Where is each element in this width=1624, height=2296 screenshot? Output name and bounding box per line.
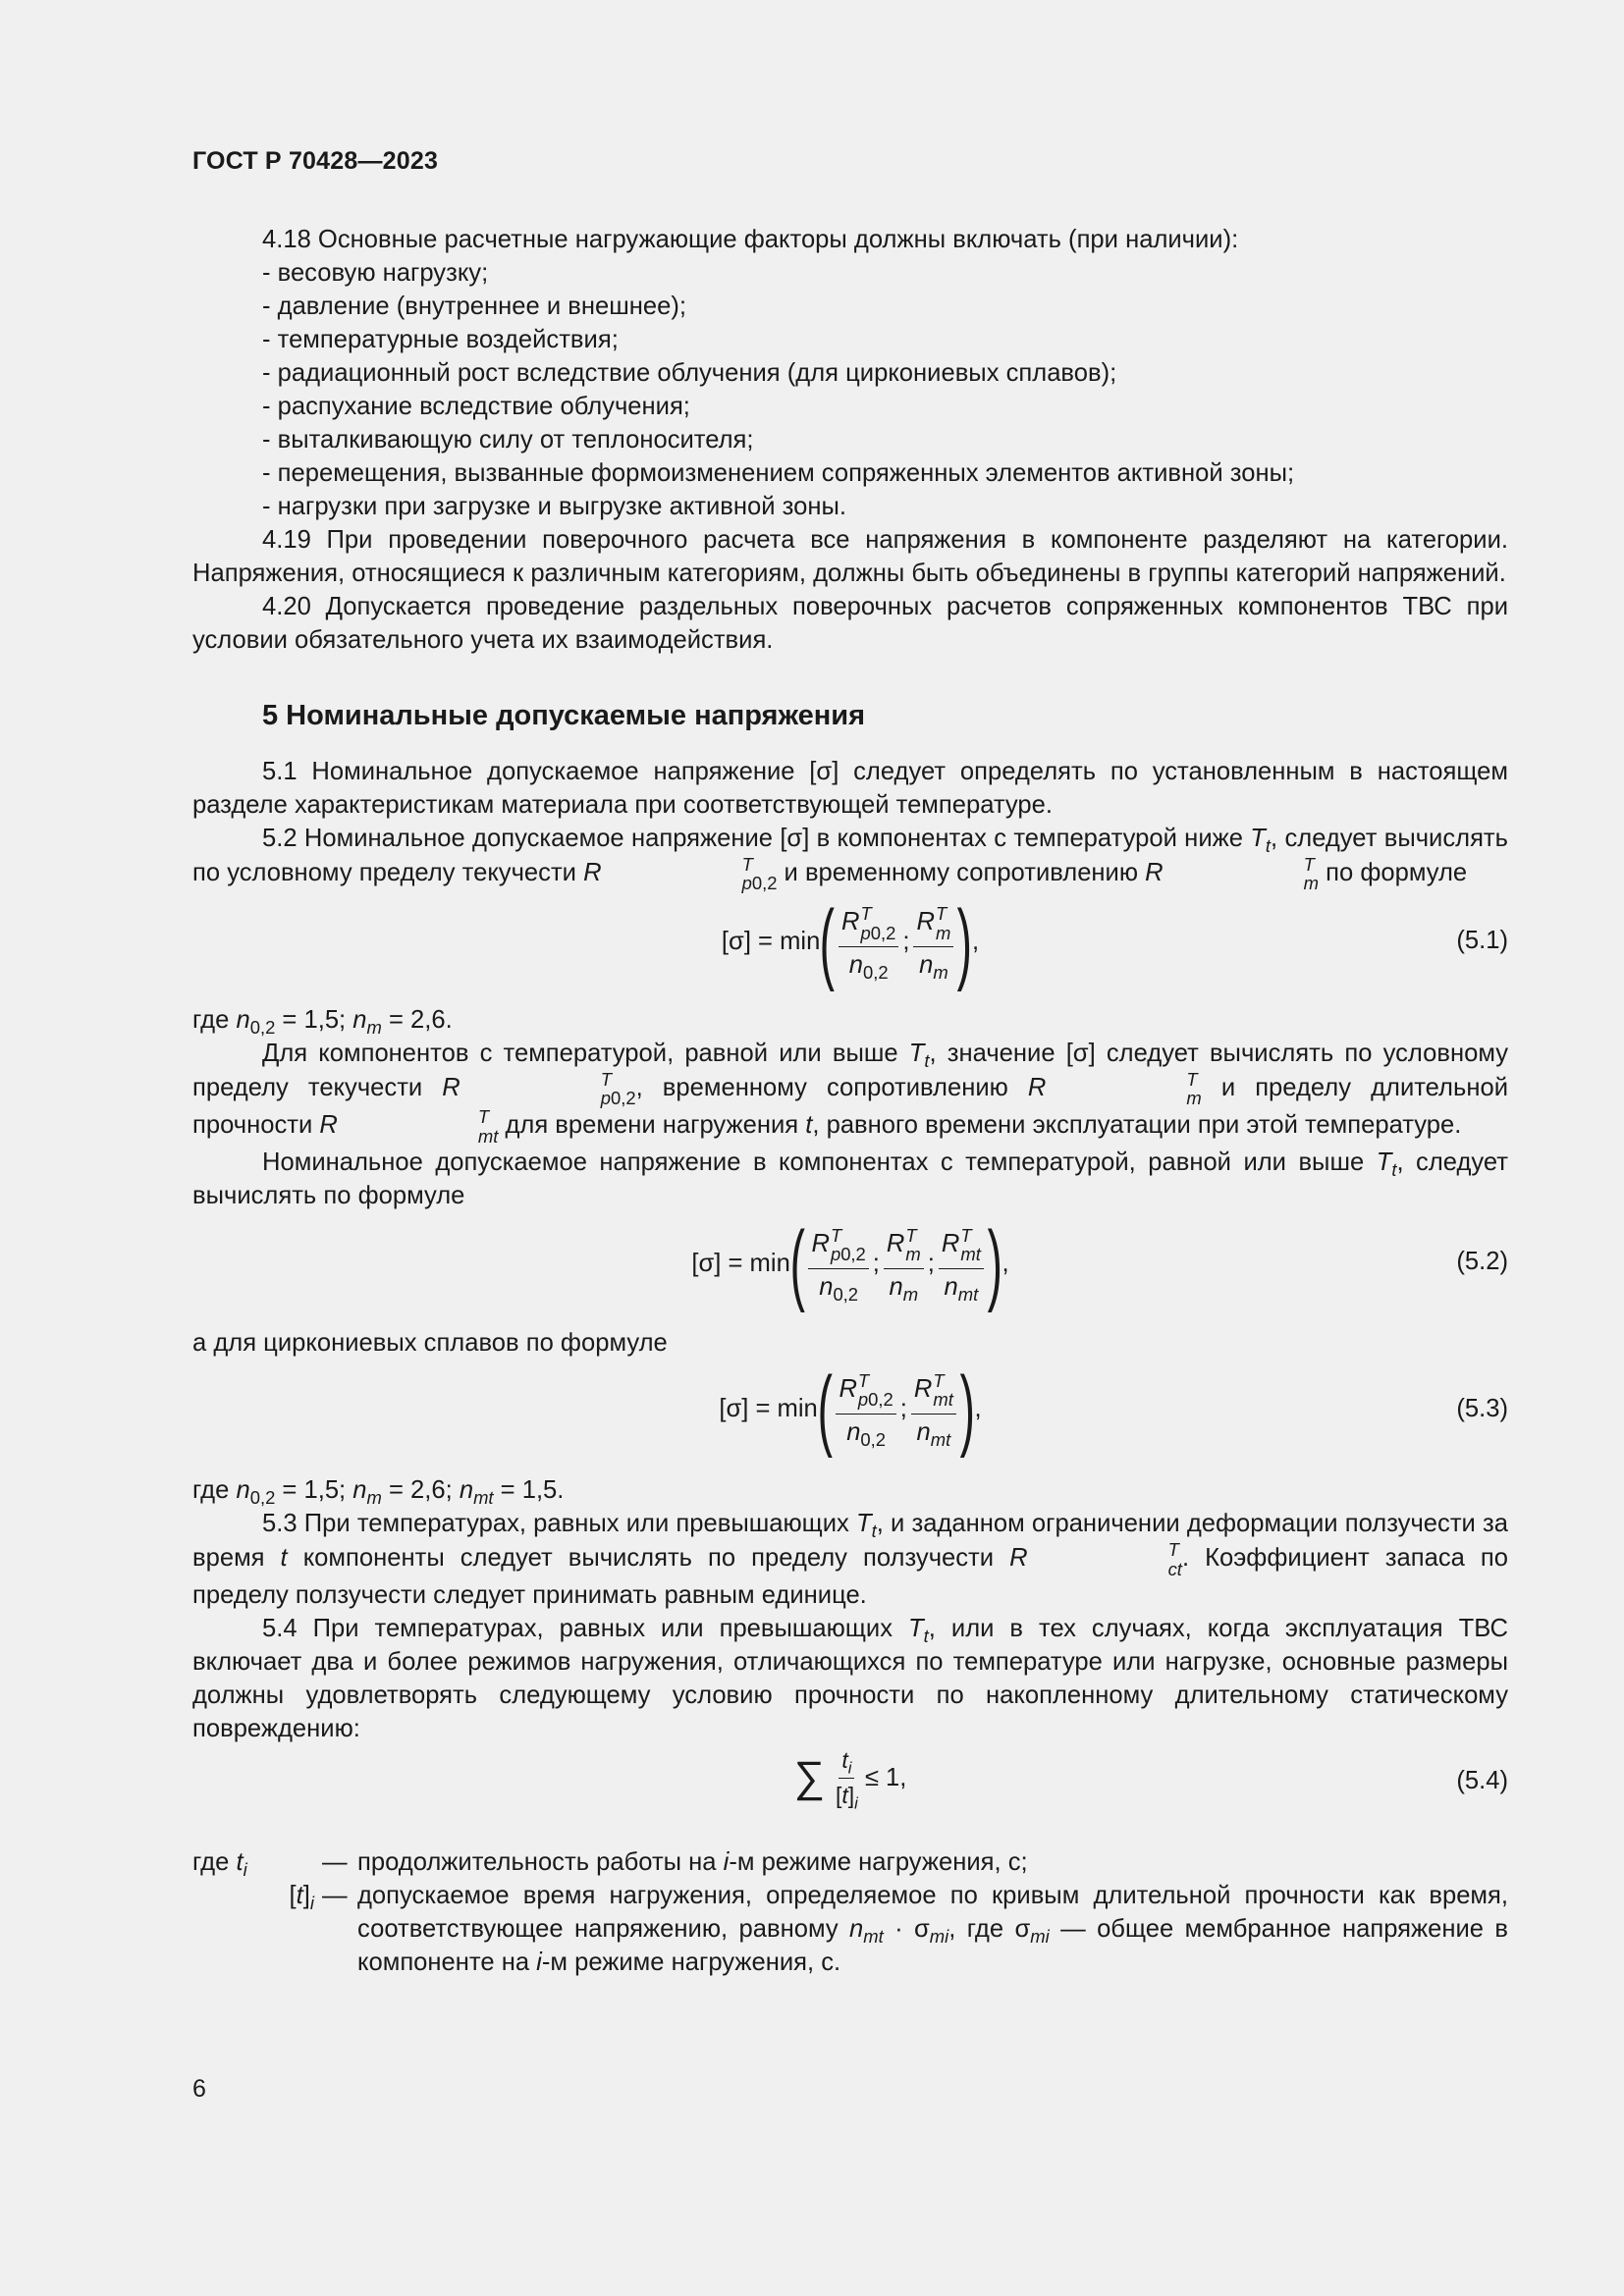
where-t-i-allowable: $[t]_i$ — допускаемое время нагружения, определяемое по кривым длительной прочности как время, соответствующее напряжению, равному $n_{mt} \cdot \sigma_{mi}$, где $\sigma_{mi}$ — общее мембранное напряжение в компоненте на i-м режиме нагружения, с. — [289, 1881, 1508, 1976]
page-body — [192, 223, 1508, 1979]
clause-4-18-intro: 4.18 Основные расчетные нагружающие факторы должны включать (при наличии): — [262, 226, 1239, 253]
formula-5-2: [σ] = min ( R T p0,2 $n_{0,2}$ ; R T m $n_m$ ; R T mt $n_{mt}$ ) , (5.2) — [691, 1213, 1508, 1314]
where-5-3: где $n_{0,2} = 1,5$; $n_m = 2,6$; $n_{mt} = 1,5$. — [192, 1476, 565, 1509]
equation-number: (5.2) — [1456, 1248, 1508, 1276]
list-item: - весовую нагрузку; — [262, 259, 489, 287]
list-item: - температурные воздействия; — [262, 326, 619, 353]
clause-4-20: 4.20 Допускается проведение раздельных поверочных расчетов сопряженных компонентов ТВС при условии обязательного учета их взаимодействия. — [192, 593, 1508, 654]
paragraph-nominal: Номинальное допускаемое напряжение в компонентах с температурой, равной или выше $T_t$, следует вычислять по формуле — [192, 1148, 1508, 1210]
list-item: - перемещения, вызванные формоизменением сопряженных элементов активной зоны; — [262, 459, 1295, 487]
equation-number: (5.4) — [1456, 1766, 1508, 1794]
document-header: ГОСТ Р 70428—2023 — [192, 147, 439, 175]
equation-number: (5.3) — [1456, 1395, 1508, 1423]
paragraph-zirconium: а для циркониевых сплавов по формуле — [192, 1329, 668, 1358]
list-item: - радиационный рост вследствие облучения (для циркониевых сплавов); — [262, 359, 1117, 387]
clause-5-3: 5.3 При температурах, равных или превышающих $T_t$, и заданном ограничении деформации ползучести за время t компоненты следует вычислять по пределу ползучести R T ct . Коэффициент запаса по пределу ползучести следует принимать равным единице. — [192, 1510, 1508, 1609]
paragraph-high-temp: Для компонентов с температурой, равной или выше $T_t$, значение [σ] следует вычислять по условному пределу текучести R T p0,2 , временному сопротивлению R T m и пределу длительной прочности R T mt для времени нагружения t, равного времени эксплуатации при этой температуре. — [192, 1039, 1508, 1147]
clause-5-1: 5.1 Номинальное допускаемое напряжение [σ] следует определять по установленным в настоящем разделе характеристикам материала при соответствующей температуре. — [192, 758, 1508, 819]
list-item: - нагрузки при загрузке и выгрузке активной зоны. — [262, 493, 847, 520]
where-ti: где $t_i$ — продолжительность работы на i-м режиме нагружения, с; — [192, 1847, 1028, 1880]
formula-5-3: [σ] = min ( R T p0,2 $n_{0,2}$ ; R T mt $n_{mt}$ ) , (5.3) — [719, 1359, 1508, 1460]
list-item: - распухание вследствие облучения; — [262, 393, 690, 420]
clause-5-4: 5.4 При температурах, равных или превышающих $T_t$, или в тех случаях, когда эксплуатация ТВС включает два и более режимов нагружения, отличающихся по температуре или нагрузке, основные размеры должны удовлетворять следующему условию прочности по накопленному длительному статическому повреждению: — [192, 1614, 1508, 1742]
clause-5-2: 5.2 Номинальное допускаемое напряжение [σ] в компонентах с температурой ниже $T_t$, следует вычислять по условному пределу текучести R T p0,2 и временному сопротивлению R T m по формуле — [192, 825, 1508, 894]
section-5-title: 5 Номинальные допускаемые напряжения — [262, 700, 866, 731]
page-number: 6 — [192, 2075, 206, 2103]
clause-4-18-list — [192, 256, 1508, 523]
formula-5-4: ∑ $\frac{t_i}{[t]_i}$ ≤ 1, (5.4) — [793, 1746, 1508, 1813]
where-5-1: где $n_{0,2} = 1,5$; $n_m = 2,6$. — [192, 1005, 453, 1038]
equation-number: (5.1) — [1456, 926, 1508, 954]
formula-5-1: [σ] = min ( R T p0,2 $n_{0,2}$ ; R T m $n_m$ ) , (5.1) — [721, 891, 1508, 992]
list-item: - давление (внутреннее и внешнее); — [262, 293, 686, 320]
clause-4-19: 4.19 При проведении поверочного расчета все напряжения в компоненте разделяют на категории. Напряжения, относящиеся к различным категориям, должны быть объединены в группы категорий напряжений. — [192, 526, 1508, 587]
list-item: - выталкивающую силу от теплоносителя; — [262, 426, 754, 454]
